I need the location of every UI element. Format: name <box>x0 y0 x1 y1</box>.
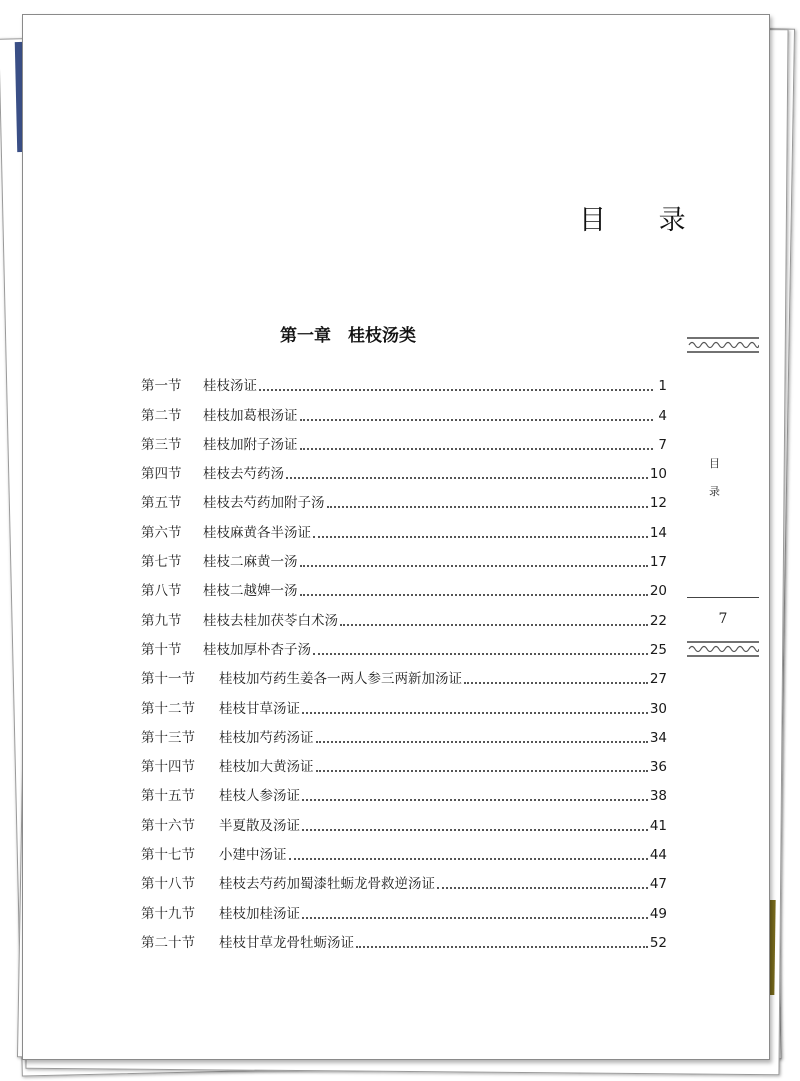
toc-leader <box>286 476 648 479</box>
toc-title: 桂枝加附子汤证 <box>203 436 298 453</box>
toc-section: 第一节 <box>141 378 182 395</box>
toc-leader <box>300 418 654 421</box>
side-tab-char: 目 <box>709 457 720 470</box>
toc-page: 25 <box>649 641 667 658</box>
toc-entry[interactable] <box>141 511 667 540</box>
toc-leader <box>316 740 648 743</box>
toc-entry[interactable] <box>141 892 667 921</box>
toc-page: 4 <box>658 407 667 424</box>
toc-title: 桂枝甘草龙骨牡蛎汤证 <box>219 934 354 951</box>
toc-leader <box>302 711 648 714</box>
toc-entry[interactable] <box>141 424 667 453</box>
side-divider <box>687 597 759 598</box>
toc-page: 7 <box>658 436 667 453</box>
toc-title: 半夏散及汤证 <box>219 817 300 834</box>
toc-entry[interactable] <box>141 453 667 482</box>
toc-title: 桂枝汤证 <box>203 378 257 395</box>
toc-title: 桂枝加芍药汤证 <box>219 729 314 746</box>
toc-page: 34 <box>649 729 667 746</box>
toc-page: 38 <box>649 788 667 805</box>
toc-section: 第七节 <box>141 554 182 571</box>
toc-section: 第八节 <box>141 583 182 600</box>
toc-entry[interactable] <box>141 717 667 746</box>
toc-page: 17 <box>649 554 667 571</box>
toc-entry[interactable] <box>141 804 667 833</box>
toc-section: 第六节 <box>141 524 182 541</box>
toc-title: 桂枝去桂加茯苓白术汤 <box>203 612 338 629</box>
toc-section: 第十六节 <box>141 817 195 834</box>
side-tab-char: 录 <box>709 485 720 498</box>
toc-leader <box>300 447 654 450</box>
toc-section: 第十七节 <box>141 847 195 864</box>
toc-section: 第十二节 <box>141 700 195 717</box>
toc-page: 10 <box>649 466 667 483</box>
toc-page: 22 <box>649 612 667 629</box>
toc-entry[interactable] <box>141 775 667 804</box>
toc-leader <box>289 857 648 860</box>
toc-section: 第十三节 <box>141 729 195 746</box>
toc-page: 36 <box>649 759 667 776</box>
toc-entry[interactable] <box>141 863 667 892</box>
toc-page: 52 <box>649 934 667 951</box>
toc-entry[interactable] <box>141 394 667 423</box>
ornamental-band <box>687 337 759 353</box>
toc-section: 第二十节 <box>141 934 195 951</box>
toc-title: 桂枝人参汤证 <box>219 788 300 805</box>
toc-page: 49 <box>649 905 667 922</box>
toc-page: 47 <box>649 876 667 893</box>
page-title: 目 录 <box>579 205 708 236</box>
toc-title: 桂枝二麻黄一汤 <box>203 554 298 571</box>
toc-leader <box>340 623 648 626</box>
page-number: 7 <box>718 611 728 627</box>
toc-leader <box>259 388 653 391</box>
toc-page: 1 <box>658 378 667 395</box>
toc-leader <box>300 564 648 567</box>
toc-page: 44 <box>649 847 667 864</box>
toc-leader <box>302 916 648 919</box>
chapter-title: 第一章 桂枝汤类 <box>280 326 416 346</box>
toc-section: 第五节 <box>141 495 182 512</box>
toc-leader <box>302 828 648 831</box>
toc-title: 桂枝加大黄汤证 <box>219 759 314 776</box>
toc-entry[interactable] <box>141 570 667 599</box>
toc-leader <box>300 593 648 596</box>
toc-title: 桂枝加芍药生姜各一两人参三两新加汤证 <box>219 671 462 688</box>
toc-section: 第二节 <box>141 407 182 424</box>
toc-section: 第三节 <box>141 436 182 453</box>
toc-leader <box>464 681 648 684</box>
toc-section: 第四节 <box>141 466 182 483</box>
toc-entry[interactable] <box>141 834 667 863</box>
toc-entry[interactable] <box>141 541 667 570</box>
toc-entry[interactable] <box>141 629 667 658</box>
toc-section: 第十节 <box>141 641 182 658</box>
toc-leader <box>356 945 648 948</box>
toc-entry[interactable] <box>141 746 667 775</box>
toc-leader <box>302 798 648 801</box>
toc-page: 27 <box>649 671 667 688</box>
toc-entry[interactable] <box>141 482 667 511</box>
toc-title: 桂枝甘草汤证 <box>219 700 300 717</box>
toc-leader <box>313 535 648 538</box>
book-page <box>22 14 770 1060</box>
toc-section: 第十五节 <box>141 788 195 805</box>
toc-title: 小建中汤证 <box>219 847 287 864</box>
toc-leader <box>313 652 648 655</box>
toc-page: 12 <box>649 495 667 512</box>
toc-leader <box>316 769 648 772</box>
toc-page: 30 <box>649 700 667 717</box>
toc-title: 桂枝去芍药加蜀漆牡蛎龙骨救逆汤证 <box>219 876 435 893</box>
toc-page: 14 <box>649 524 667 541</box>
ornamental-band <box>687 641 759 657</box>
toc-title: 桂枝加厚朴杏子汤 <box>203 641 311 658</box>
toc-section: 第十八节 <box>141 876 195 893</box>
toc-section: 第十一节 <box>141 671 195 688</box>
toc-section: 第十四节 <box>141 759 195 776</box>
table-of-contents <box>141 365 667 951</box>
toc-section: 第十九节 <box>141 905 195 922</box>
toc-title: 桂枝麻黄各半汤证 <box>203 524 311 541</box>
toc-entry[interactable] <box>141 687 667 716</box>
toc-page: 20 <box>649 583 667 600</box>
toc-entry[interactable] <box>141 599 667 628</box>
toc-title: 桂枝加桂汤证 <box>219 905 300 922</box>
toc-entry[interactable] <box>141 658 667 687</box>
toc-leader <box>437 886 648 889</box>
toc-entry[interactable] <box>141 922 667 951</box>
toc-title: 桂枝去芍药汤 <box>203 466 284 483</box>
toc-title: 桂枝去芍药加附子汤 <box>203 495 325 512</box>
toc-title: 桂枝二越婢一汤 <box>203 583 298 600</box>
toc-leader <box>327 505 648 508</box>
toc-title: 桂枝加葛根汤证 <box>203 407 298 424</box>
toc-entry[interactable] <box>141 365 667 394</box>
toc-page: 41 <box>649 817 667 834</box>
toc-section: 第九节 <box>141 612 182 629</box>
